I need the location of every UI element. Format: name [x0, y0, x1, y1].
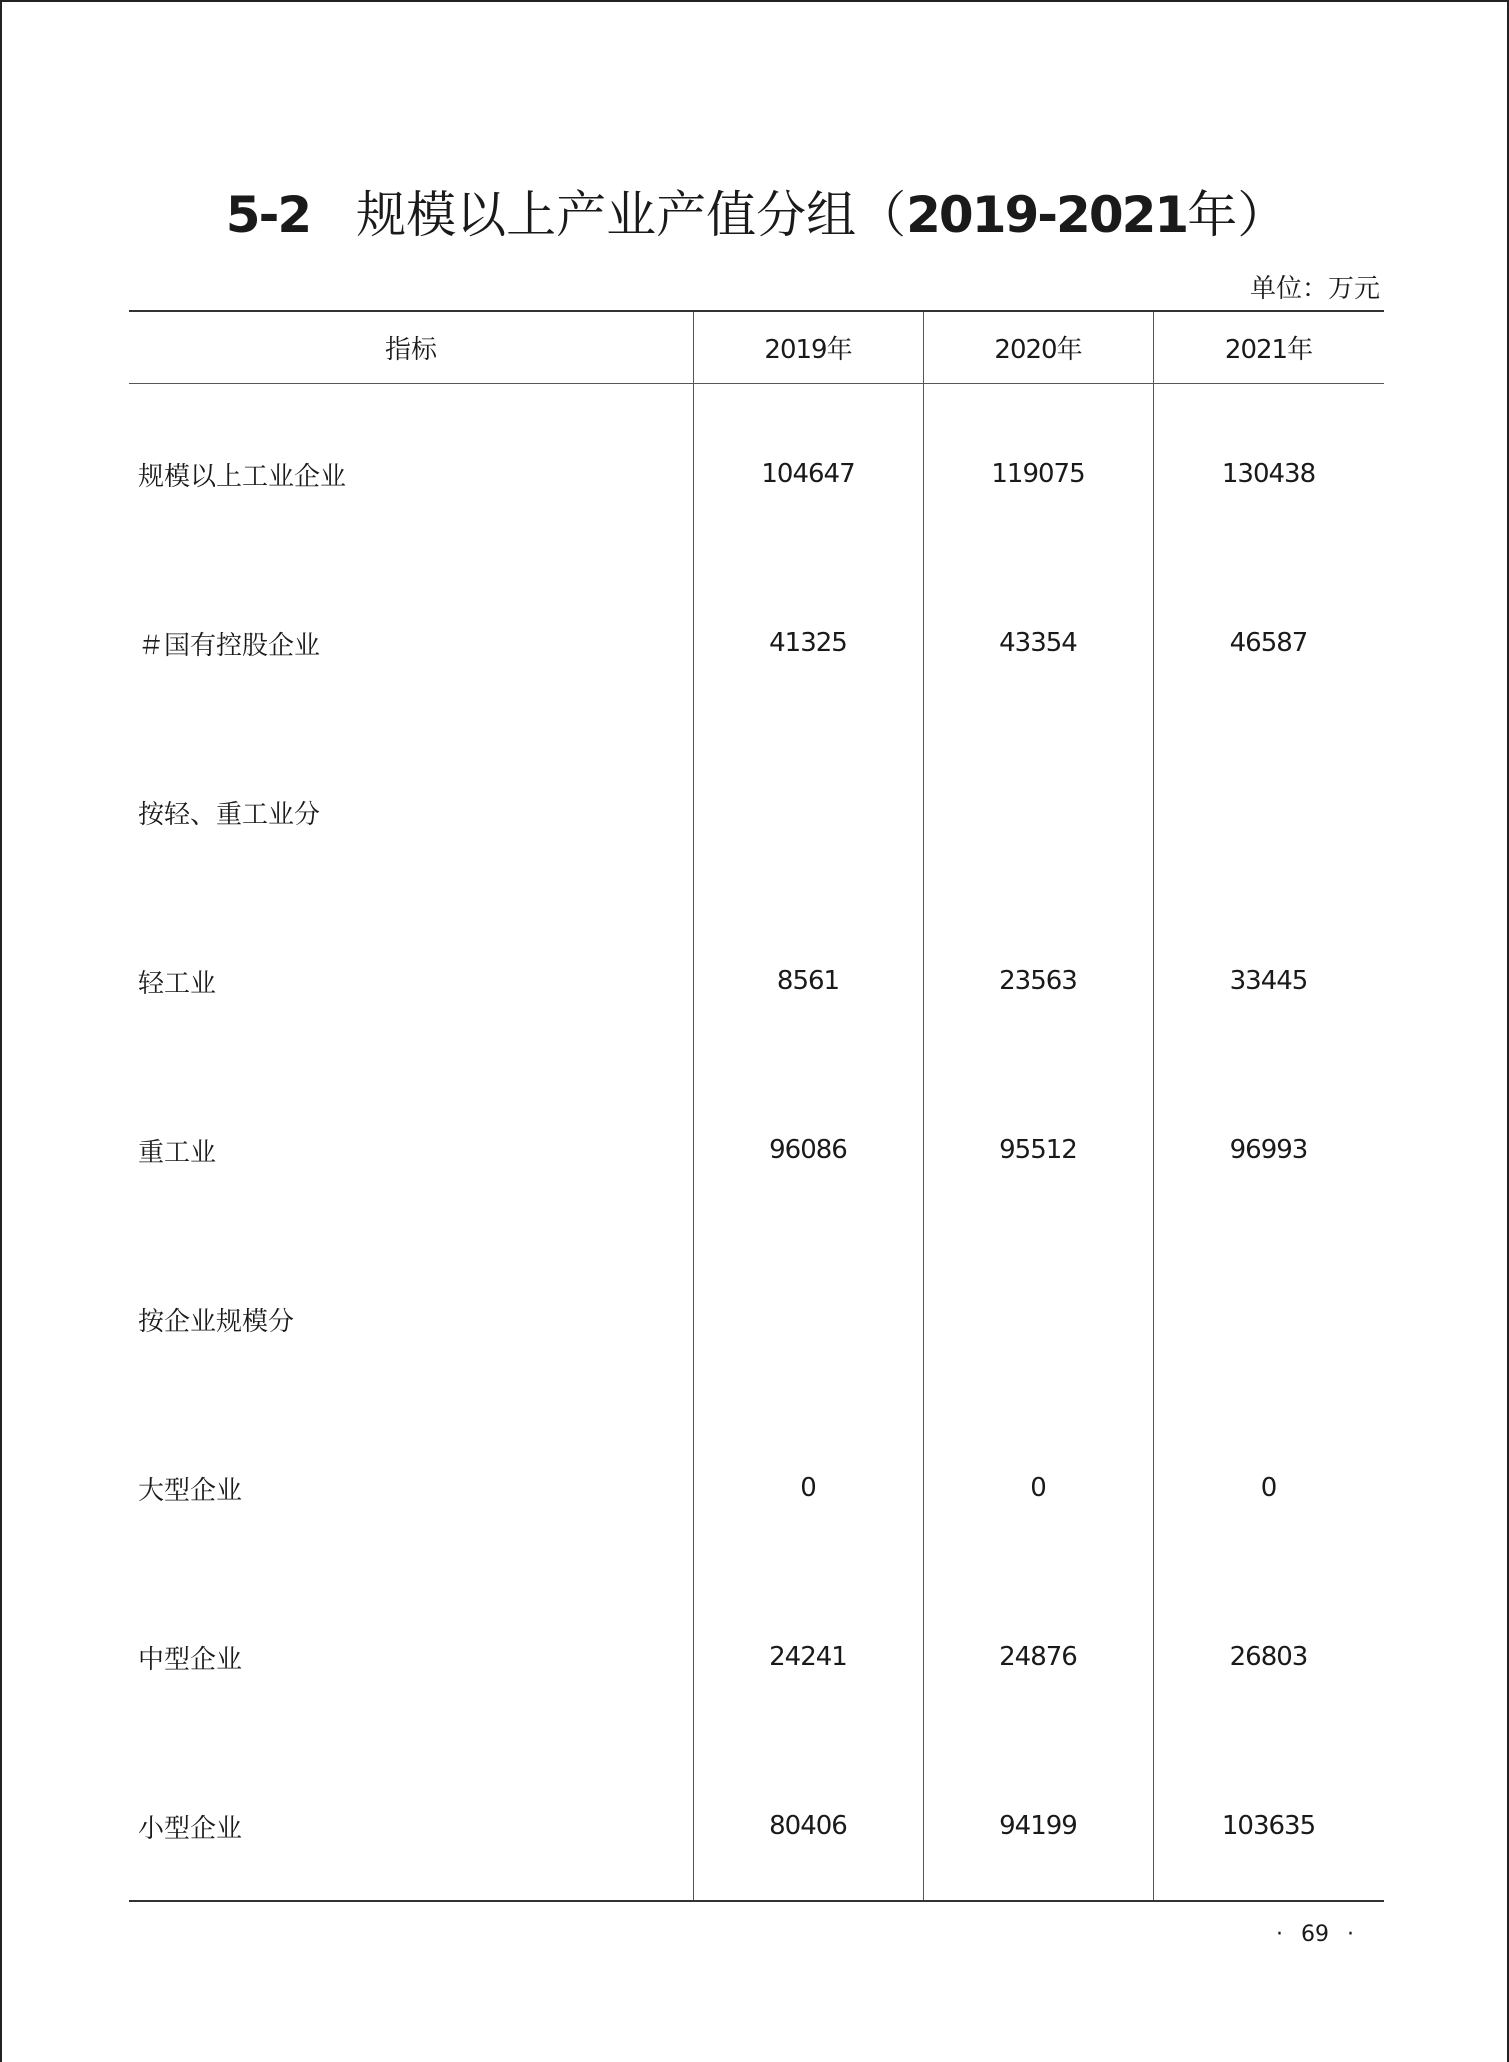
- table-cell: 24876: [999, 1642, 1077, 1672]
- page-title: [2, 180, 1509, 250]
- table-cell: [1153, 792, 1384, 832]
- table-cell: 94199: [999, 1811, 1077, 1841]
- table-cell: 33445: [1229, 966, 1308, 996]
- table-cell: 80406: [769, 1811, 847, 1841]
- table-cell: 96086: [769, 1135, 847, 1165]
- title-text-suffix: 年）: [1187, 186, 1288, 244]
- column-header-2021: 2021年: [1224, 335, 1313, 365]
- column-header-2020: 2020年: [994, 335, 1082, 365]
- table-cell: 95512: [999, 1135, 1077, 1165]
- row-label: 轻工业: [138, 968, 217, 999]
- column-header-2019: 2019年: [764, 335, 852, 365]
- page-number: 69: [1301, 1922, 1329, 1947]
- table-cell: 119075: [991, 459, 1085, 489]
- table-cell: 103635: [1221, 1811, 1316, 1841]
- unit-label: 单位：万元: [1249, 274, 1380, 304]
- table-cell: 24241: [769, 1642, 847, 1672]
- table-cell: 23563: [999, 966, 1077, 996]
- row-label: 重工业: [138, 1137, 217, 1168]
- header-rule: [129, 383, 1384, 384]
- data-table: [129, 310, 1384, 1902]
- table-number: 5-2: [225, 186, 311, 244]
- table-cell: 46587: [1229, 628, 1308, 658]
- table-cell: 0: [1260, 1473, 1277, 1503]
- table-cell: 0: [800, 1473, 816, 1503]
- table-cell: 96993: [1229, 1135, 1308, 1165]
- table-cell: 41325: [769, 628, 847, 658]
- row-label: 按企业规模分: [138, 1306, 295, 1337]
- row-label: 按轻、重工业分: [138, 799, 321, 830]
- table-cell: 26803: [1229, 1642, 1308, 1672]
- title-text-prefix: 规模以上产业产值分组（: [356, 186, 907, 244]
- table-cell: [693, 792, 923, 832]
- table-cell: [693, 1299, 923, 1339]
- row-label: 规模以上工业企业: [138, 461, 347, 492]
- row-label: 大型企业: [138, 1475, 243, 1506]
- table-cell: [923, 1299, 1153, 1339]
- column-header-indicator: 指标: [384, 335, 437, 365]
- page-footer: [1258, 1920, 1372, 1950]
- row-label: ＃国有控股企业: [138, 630, 321, 661]
- row-label: 中型企业: [138, 1644, 243, 1675]
- folio-dot-left: ·: [1276, 1922, 1283, 1947]
- table-cell: 104647: [761, 459, 855, 489]
- title-years: 2019-2021: [906, 186, 1188, 244]
- table-cell: 130438: [1221, 459, 1316, 489]
- table-cell: [1153, 1299, 1384, 1339]
- table-cell: 0: [1030, 1473, 1046, 1503]
- folio-dot-right: ·: [1347, 1922, 1354, 1947]
- table-cell: [923, 792, 1153, 832]
- table-cell: 43354: [999, 628, 1077, 658]
- row-label: 小型企业: [138, 1813, 243, 1844]
- table-cell: 8561: [776, 966, 840, 996]
